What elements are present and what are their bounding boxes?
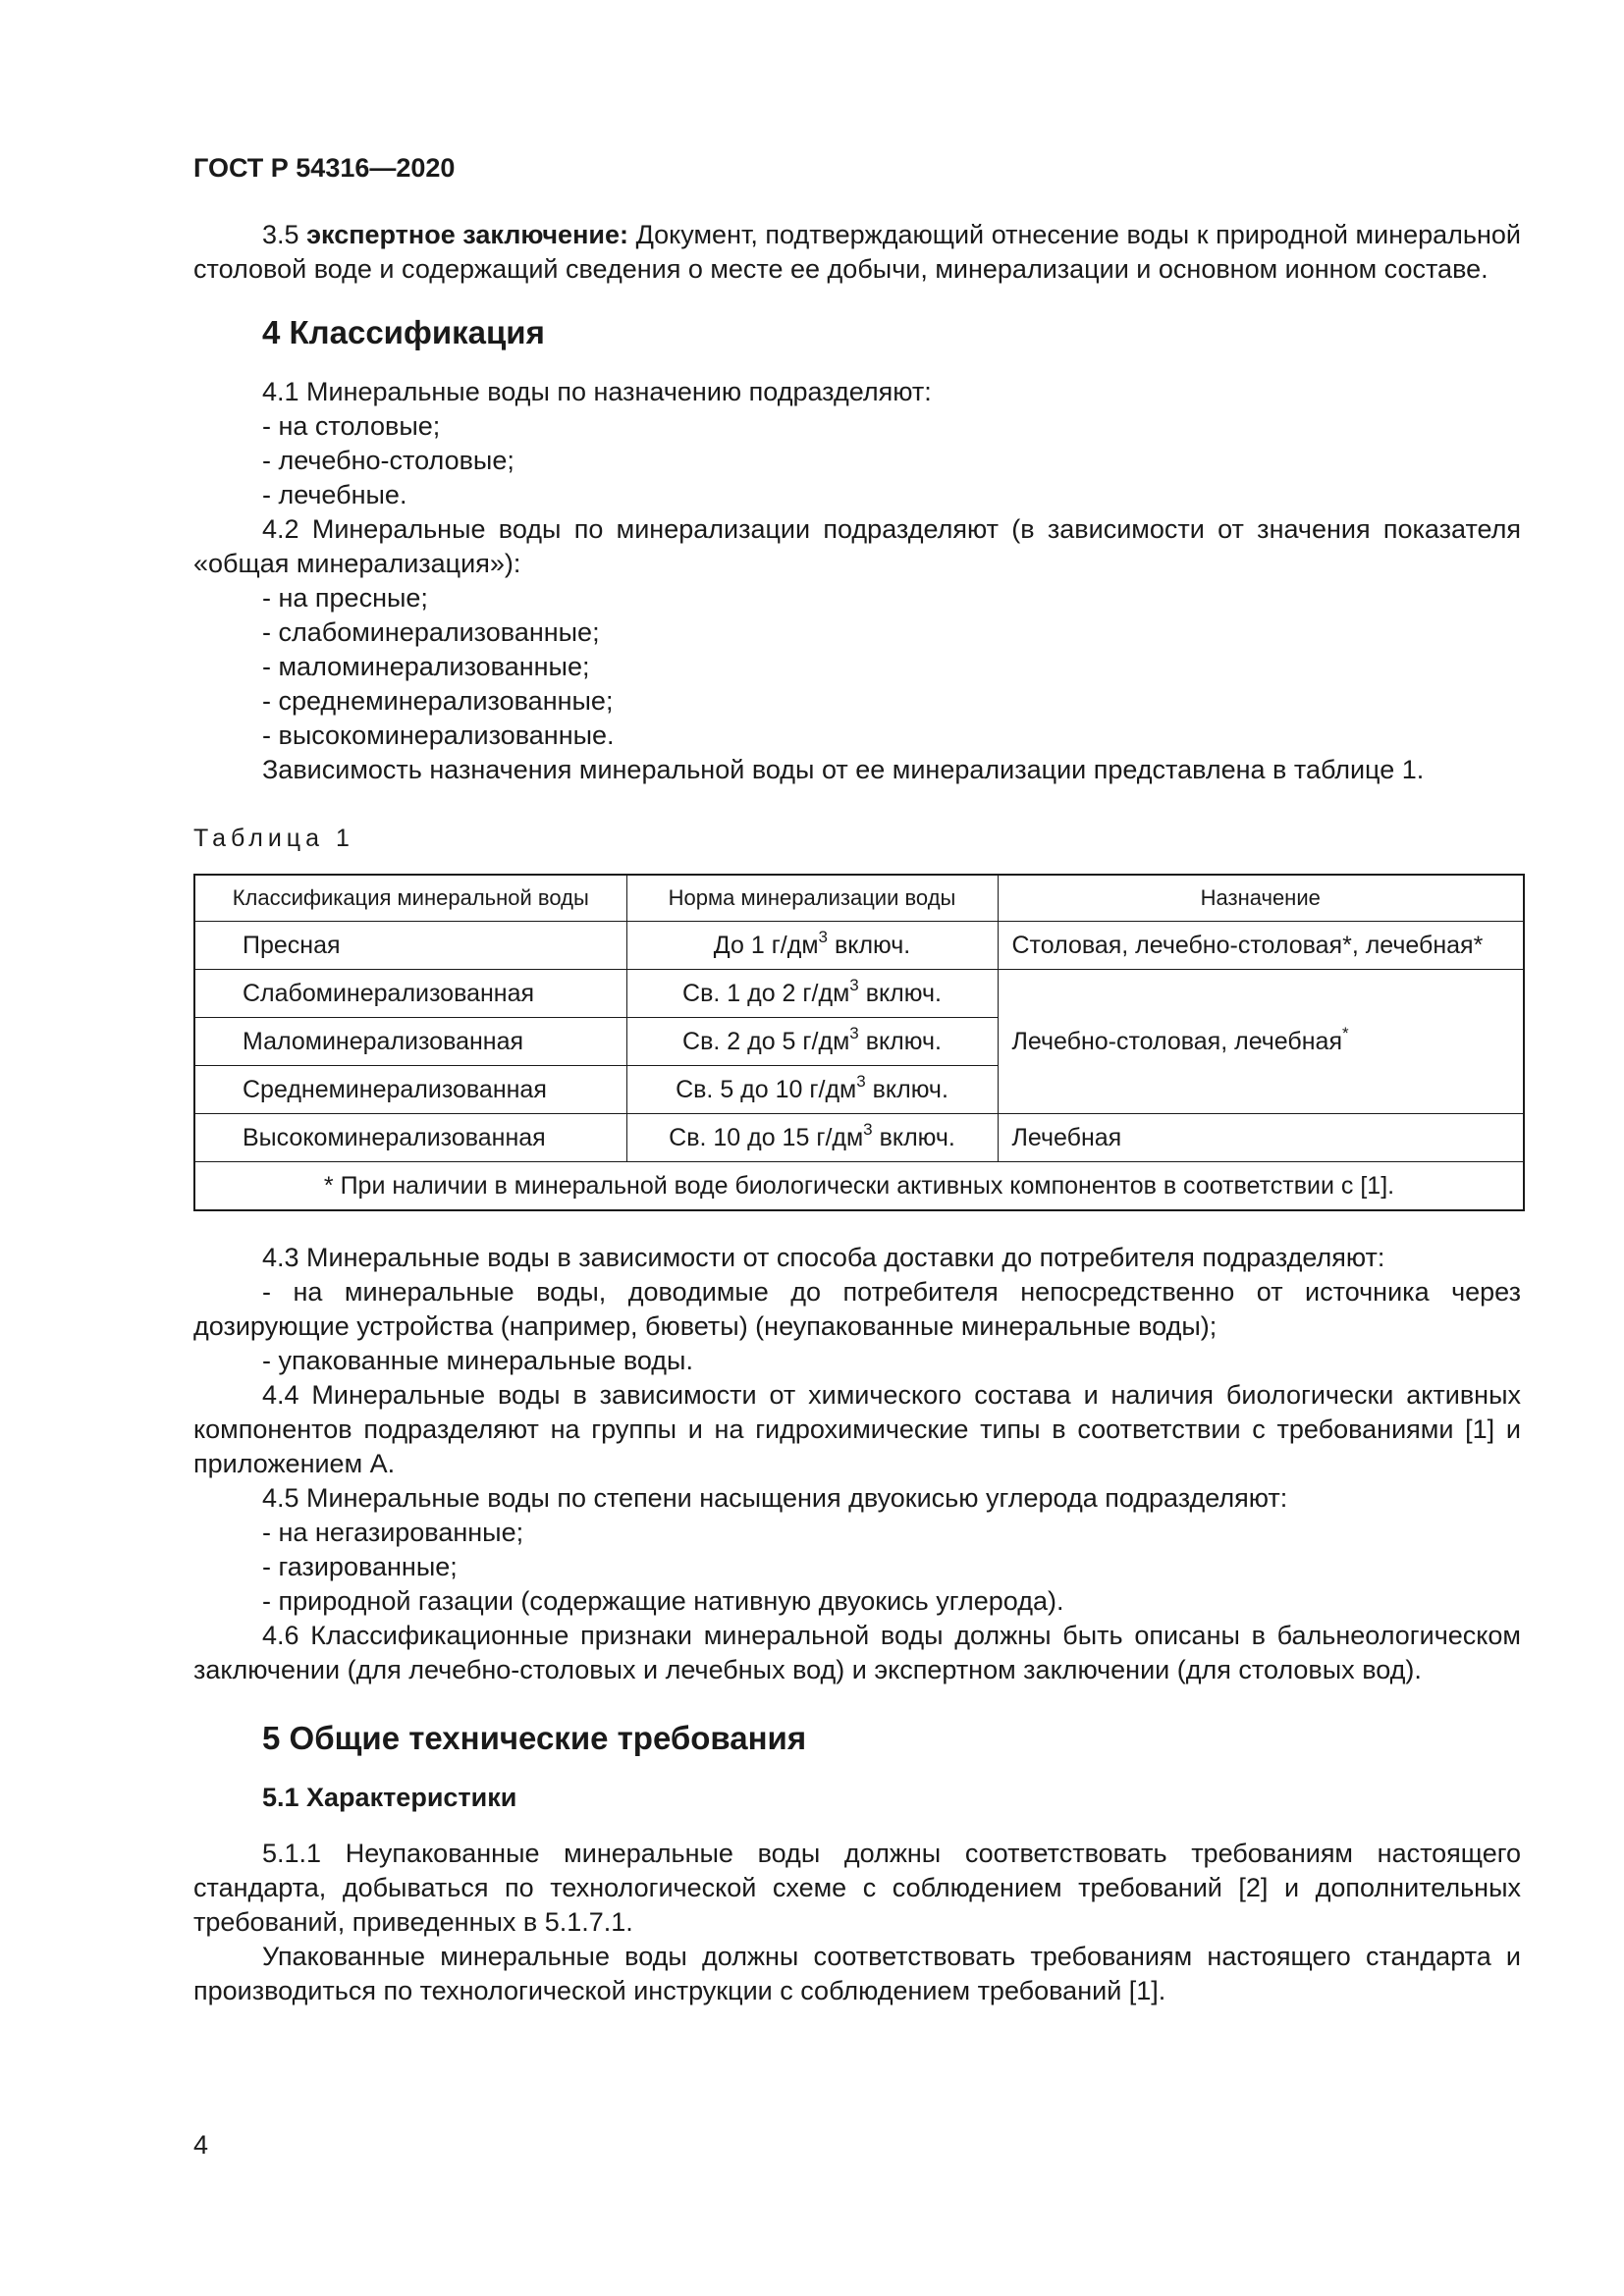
list-item: - слабоминерализованные;: [262, 617, 600, 647]
table-cell-class: Пресная: [194, 922, 626, 970]
list-item: - на пресные;: [262, 583, 428, 613]
table-row: [194, 970, 1524, 1018]
table-header-row: [194, 875, 1524, 922]
paragraph-4-3: 4.3 Минеральные воды в зависимости от способа доставки до потребителя подразделяют:: [262, 1243, 1385, 1272]
page-body: [193, 218, 1521, 2008]
paragraph-4-1: 4.1 Минеральные воды по назначению подразделяют:: [262, 377, 932, 406]
table-cell-class: Слабоминерализованная: [194, 970, 626, 1018]
table-cell-class: Маломинерализованная: [194, 1018, 626, 1066]
section-4-title: 4 Классификация: [262, 314, 545, 350]
paragraph-4-4: 4.4 Минеральные воды в зависимости от химического состава и наличия биологически активных компонентов подразделяют на группы и на гидрохимические типы в соответствии с требованиями [1] и приложением А.: [193, 1380, 1521, 1478]
table-cell-purpose-merged: Лечебно-столовая, лечебная*: [998, 970, 1524, 1114]
list-item: - газированные;: [262, 1552, 458, 1581]
list-item: - маломинерализованные;: [262, 652, 590, 681]
table-cell-purpose: Лечебная: [998, 1114, 1524, 1162]
paragraph-4-6: 4.6 Классификационные признаки минеральной воды должны быть описаны в бальнеологическом заключении (для лечебно-столовых и лечебных вод) и экспертном заключении (для столовых вод).: [193, 1621, 1521, 1684]
list-item: - лечебно-столовые;: [262, 446, 514, 475]
paragraph-4-2: 4.2 Минеральные воды по минерализации подразделяют (в зависимости от значения показателя «общая минерализация»):: [193, 514, 1521, 578]
term-definition: экспертное заключение:: [306, 220, 628, 249]
list-item: - природной газации (содержащие нативную двуокись углерода).: [262, 1586, 1064, 1616]
paragraph-4-5: 4.5 Минеральные воды по степени насыщения двуокисью углерода подразделяют:: [262, 1483, 1288, 1513]
table-row: [194, 922, 1524, 970]
paragraph-number: 3.5: [262, 220, 299, 249]
table-cell-norm: До 1 $г/дм^3$ включ.: [626, 922, 998, 970]
paragraph-5-1-1-b: Упакованные минеральные воды должны соответствовать требованиям настоящего стандарта и производиться по технологической инструкции с соблюдением требований [1].: [193, 1942, 1521, 2005]
table-header-cell: Назначение: [998, 875, 1524, 922]
table-label: Таблица 1: [193, 825, 354, 852]
list-item: - лечебные.: [262, 480, 407, 509]
list-item: - на столовые;: [262, 411, 441, 441]
document-header: ГОСТ Р 54316—2020: [193, 153, 456, 183]
table-cell-class: Среднеминерализованная: [194, 1066, 626, 1114]
paragraph-5-1-1: 5.1.1 Неупакованные минеральные воды должны соответствовать требованиям настоящего стандарта, добываться по технологической схеме с соблюдением требований [2] и дополнительных требований, приведенных в 5.1.7.1.: [193, 1839, 1521, 1937]
list-item: - на минеральные воды, доводимые до потребителя непосредственно от источника через дозирующие устройства (например, бюветы) (неупакованные минеральные воды);: [193, 1277, 1521, 1341]
table-header-cell: Классификация минеральной воды: [194, 875, 626, 922]
list-item: - высокоминерализованные.: [262, 721, 615, 750]
section-5-title: 5 Общие технические требования: [262, 1720, 807, 1756]
table-cell-norm: Св. 1 до 2 $г/дм^3$ включ.: [626, 970, 998, 1018]
table-row: [194, 1114, 1524, 1162]
table-cell-norm: Св. 2 до 5 $г/дм^3$ включ.: [626, 1018, 998, 1066]
list-item: - среднеминерализованные;: [262, 686, 614, 716]
list-item: - на негазированные;: [262, 1518, 524, 1547]
paragraph-table-reference: Зависимость назначения минеральной воды от ее минерализации представлена в таблице 1.: [262, 755, 1425, 784]
table-footnote: * При наличии в минеральной воде биологически активных компонентов в соответствии с [1].: [194, 1162, 1524, 1211]
table-cell-purpose: Столовая, лечебно-столовая*, лечебная*: [998, 922, 1524, 970]
paragraph-3-5: [193, 218, 1521, 287]
table-1-container: [193, 874, 1521, 1211]
table-cell-class: Высокоминерализованная: [194, 1114, 626, 1162]
term-text: Документ, подтверждающий отнесение воды к природной минеральной столовой воде и содержащий сведения о месте ее добычи, минерализации и основном ионном составе.: [193, 220, 1521, 284]
table-cell-norm: Св. 10 до 15 $г/дм^3$ включ.: [626, 1114, 998, 1162]
subsection-5-1-title: 5.1 Характеристики: [262, 1783, 517, 1812]
table-cell-norm: Св. 5 до 10 $г/дм^3$ включ.: [626, 1066, 998, 1114]
table-footnote-row: [194, 1162, 1524, 1211]
table-header-cell: Норма минерализации воды: [626, 875, 998, 922]
list-item: - упакованные минеральные воды.: [262, 1346, 693, 1375]
classification-table: [193, 874, 1525, 1211]
page-number: 4: [193, 2130, 209, 2160]
